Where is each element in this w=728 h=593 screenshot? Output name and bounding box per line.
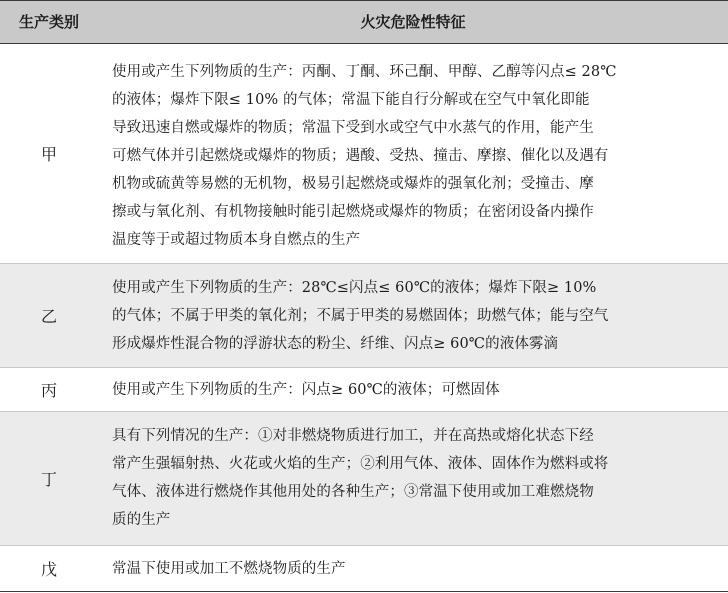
description-line: 质的生产 <box>112 512 171 528</box>
row-category: 甲 <box>40 145 57 164</box>
description-line: 常产生强辐射热、火花或火焰的生产；②利用气体、液体、固体作为燃料或将 <box>112 456 609 472</box>
row-description <box>112 422 717 534</box>
row-category: 戊 <box>40 560 57 579</box>
row-category: 丁 <box>40 470 57 489</box>
description-line: 常温下使用或加工不燃烧物质的生产 <box>112 561 346 577</box>
header-characteristics: 火灾危险性特征 <box>360 13 466 31</box>
row-category: 乙 <box>40 307 57 326</box>
header-category: 生产类别 <box>18 13 79 31</box>
description-line: 使用或产生下列物质的生产：丙酮、丁酮、环己酮、甲醇、乙醇等闪点≤ 28℃ <box>112 64 617 80</box>
description-line: 的气体；不属于甲类的氧化剂；不属于甲类的易燃固体；助燃气体；能与空气 <box>112 308 609 324</box>
description-line: 可燃气体并引起燃烧或爆炸的物质；遇酸、受热、撞击、摩擦、催化以及遇有 <box>112 148 609 164</box>
row-description <box>112 58 717 254</box>
description-line: 机物或硫黄等易燃的无机物，极易引起燃烧或爆炸的强氧化剂；受撞击、摩 <box>112 176 594 192</box>
row-category: 丙 <box>40 381 57 400</box>
table-row <box>0 546 728 592</box>
row-description <box>112 376 717 404</box>
description-line: 形成爆炸性混合物的浮游状态的粉尘、纤维、闪点≥ 60℃的液体雾滴 <box>112 336 559 352</box>
row-description <box>112 274 717 358</box>
description-line: 具有下列情况的生产：①对非燃烧物质进行加工，并在高热或熔化状态下经 <box>112 428 594 444</box>
description-line: 使用或产生下列物质的生产：闪点≥ 60℃的液体；可燃固体 <box>112 382 500 398</box>
table-row <box>0 264 728 368</box>
table-header <box>0 0 728 44</box>
table-row <box>0 412 728 546</box>
table-row <box>0 44 728 264</box>
description-line: 擦或与氧化剂、有机物接触时能引起燃烧或爆炸的物质；在密闭设备内操作 <box>112 204 594 220</box>
description-line: 的液体；爆炸下限≤ 10% 的气体；常温下能自行分解或在空气中氧化即能 <box>112 92 590 108</box>
description-line: 使用或产生下列物质的生产：28℃≤闪点≤ 60℃的液体；爆炸下限≥ 10% <box>112 280 597 296</box>
description-line: 气体、液体进行燃烧作其他用处的各种生产；③常温下使用或加工难燃烧物 <box>112 484 594 500</box>
row-description <box>112 555 717 583</box>
description-line: 导致迅速自燃或爆炸的物质；常温下受到水或空气中水蒸气的作用，能产生 <box>112 120 594 136</box>
description-line: 温度等于或超过物质本身自燃点的生产 <box>112 232 361 248</box>
table-row <box>0 368 728 412</box>
